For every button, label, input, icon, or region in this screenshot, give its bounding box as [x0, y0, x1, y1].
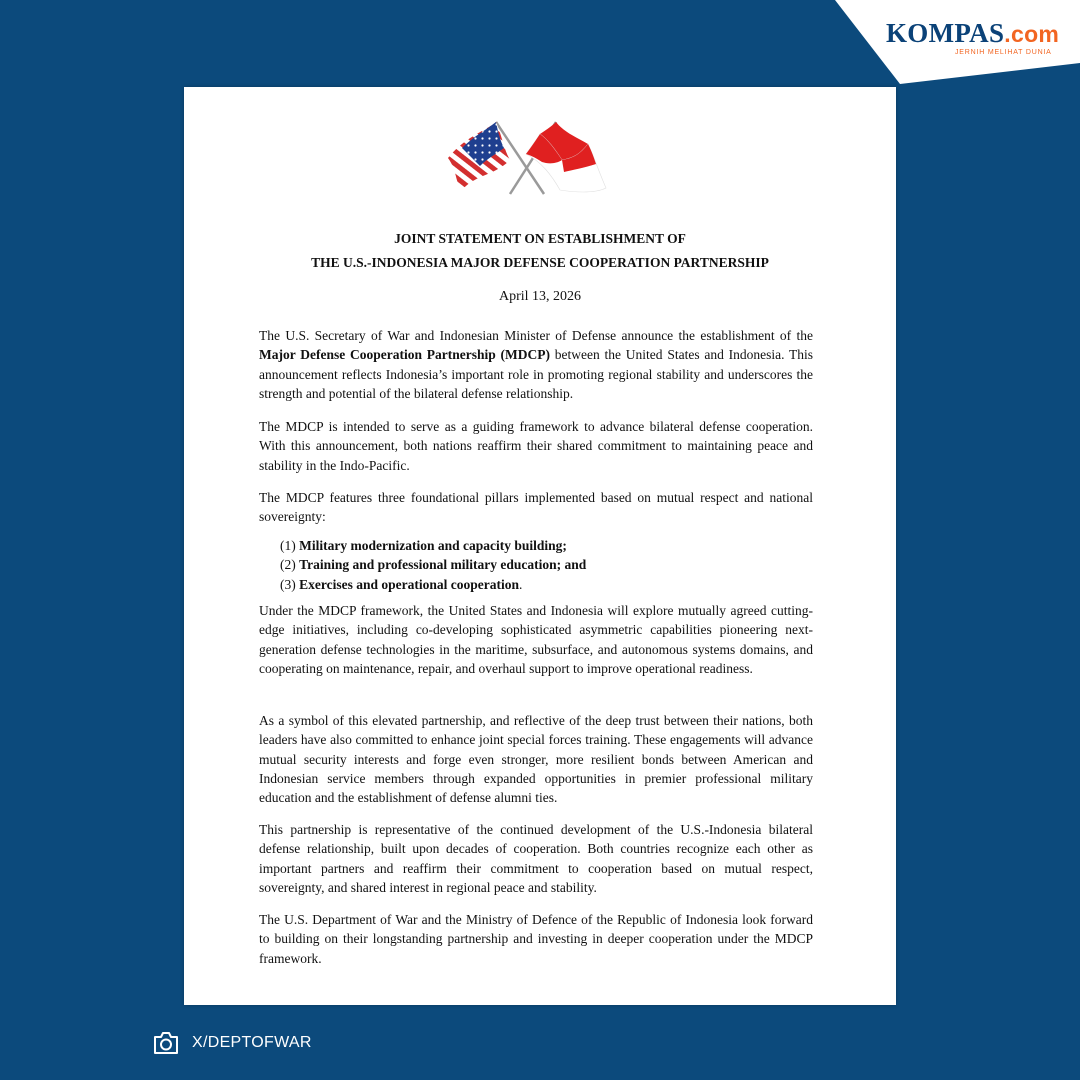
statement-date: April 13, 2026 — [498, 289, 582, 304]
paragraph-6: This partnership is representative of the continued development of the U.S.-Indonesia bilateral defense relationship, built upon decades of cooperation. Both countries recognize each other as important partners and reaffirm their commitment to cooperation based on mutual respect, sovereignty, and shared interest in regional peace and stability. — [259, 822, 813, 895]
pillar-item — [280, 575, 820, 594]
logo-corner-panel — [0, 0, 1080, 100]
pillar-number: (2) — [280, 557, 296, 573]
logo-suffix: .com — [1004, 21, 1060, 47]
credit-source[interactable]: X/DEPTOFWAR — [192, 1034, 312, 1051]
pillar-text: Military modernization and capacity building; — [299, 538, 567, 553]
paragraph-2: The MDCP is intended to serve as a guiding framework to advance bilateral defense cooperation. With this announcement, both nations reaffirm their shared commitment to maintaining peace and stability in the Indo-Pacific. — [259, 419, 813, 473]
paragraph-1-rest: between the United States and Indonesia. This announcement reflects Indonesia’s important role in promoting regional stability and underscores the strength and potential of the bilateral defense relationship. — [259, 347, 813, 401]
kompas-logo[interactable] — [886, 18, 1059, 49]
mdcp-name: Major Defense Cooperation Partnership (MDCP) — [259, 347, 551, 363]
paragraph-1 — [259, 326, 813, 403]
pillar-text: Training and professional military education; and — [299, 557, 587, 573]
pillar-tail: . — [519, 576, 523, 592]
us-indonesia-flags-icon — [444, 114, 608, 198]
statement-title-line2: THE U.S.-INDONESIA MAJOR DEFENSE COOPERATION PARTNERSHIP — [311, 255, 769, 270]
pillars-list — [280, 536, 820, 594]
statement-title-line1: JOINT STATEMENT ON ESTABLISHMENT OF — [394, 231, 686, 246]
paragraph-3: The MDCP features three foundational pillars implemented based on mutual respect and national sovereignty: — [259, 490, 813, 525]
pillar-item — [280, 536, 820, 555]
pillar-number: (1) — [280, 538, 296, 553]
pillar-number: (3) — [280, 576, 296, 592]
pillar-text: Exercises and operational cooperation — [299, 576, 519, 592]
paragraph-5: As a symbol of this elevated partnership, and reflective of the deep trust between their nations, both leaders have also committed to enhance joint special forces training. These engagements will advance mutual security interests and forge even stronger, more resilient bonds between American and Indonesian service members through expanded opportunities in premier professional military education and the establishment of defense alumni ties. — [259, 713, 813, 806]
logo-tagline: JERNIH MELIHAT DUNIA — [955, 49, 1052, 56]
paragraph-1-lead: The U.S. Secretary of War and Indonesian Minister of Defense announce the establishment of the — [259, 328, 813, 343]
logo-name: KOMPAS — [886, 18, 1005, 48]
pillar-item — [280, 555, 820, 574]
camera-icon — [152, 1030, 180, 1056]
paragraph-7: The U.S. Department of War and the Ministry of Defence of the Republic of Indonesia look forward to building on their longstanding partnership and investing in deeper cooperation under the MDCP framework. — [259, 912, 813, 966]
paragraph-4: Under the MDCP framework, the United States and Indonesia will explore mutually agreed cutting-edge initiatives, including co-developing sophisticated asymmetric capabilities pioneering next-generation defense technologies in the maritime, subsurface, and autonomous systems domains, and cooperating on maintenance, repair, and overhaul support to improve operational readiness. — [259, 603, 813, 676]
